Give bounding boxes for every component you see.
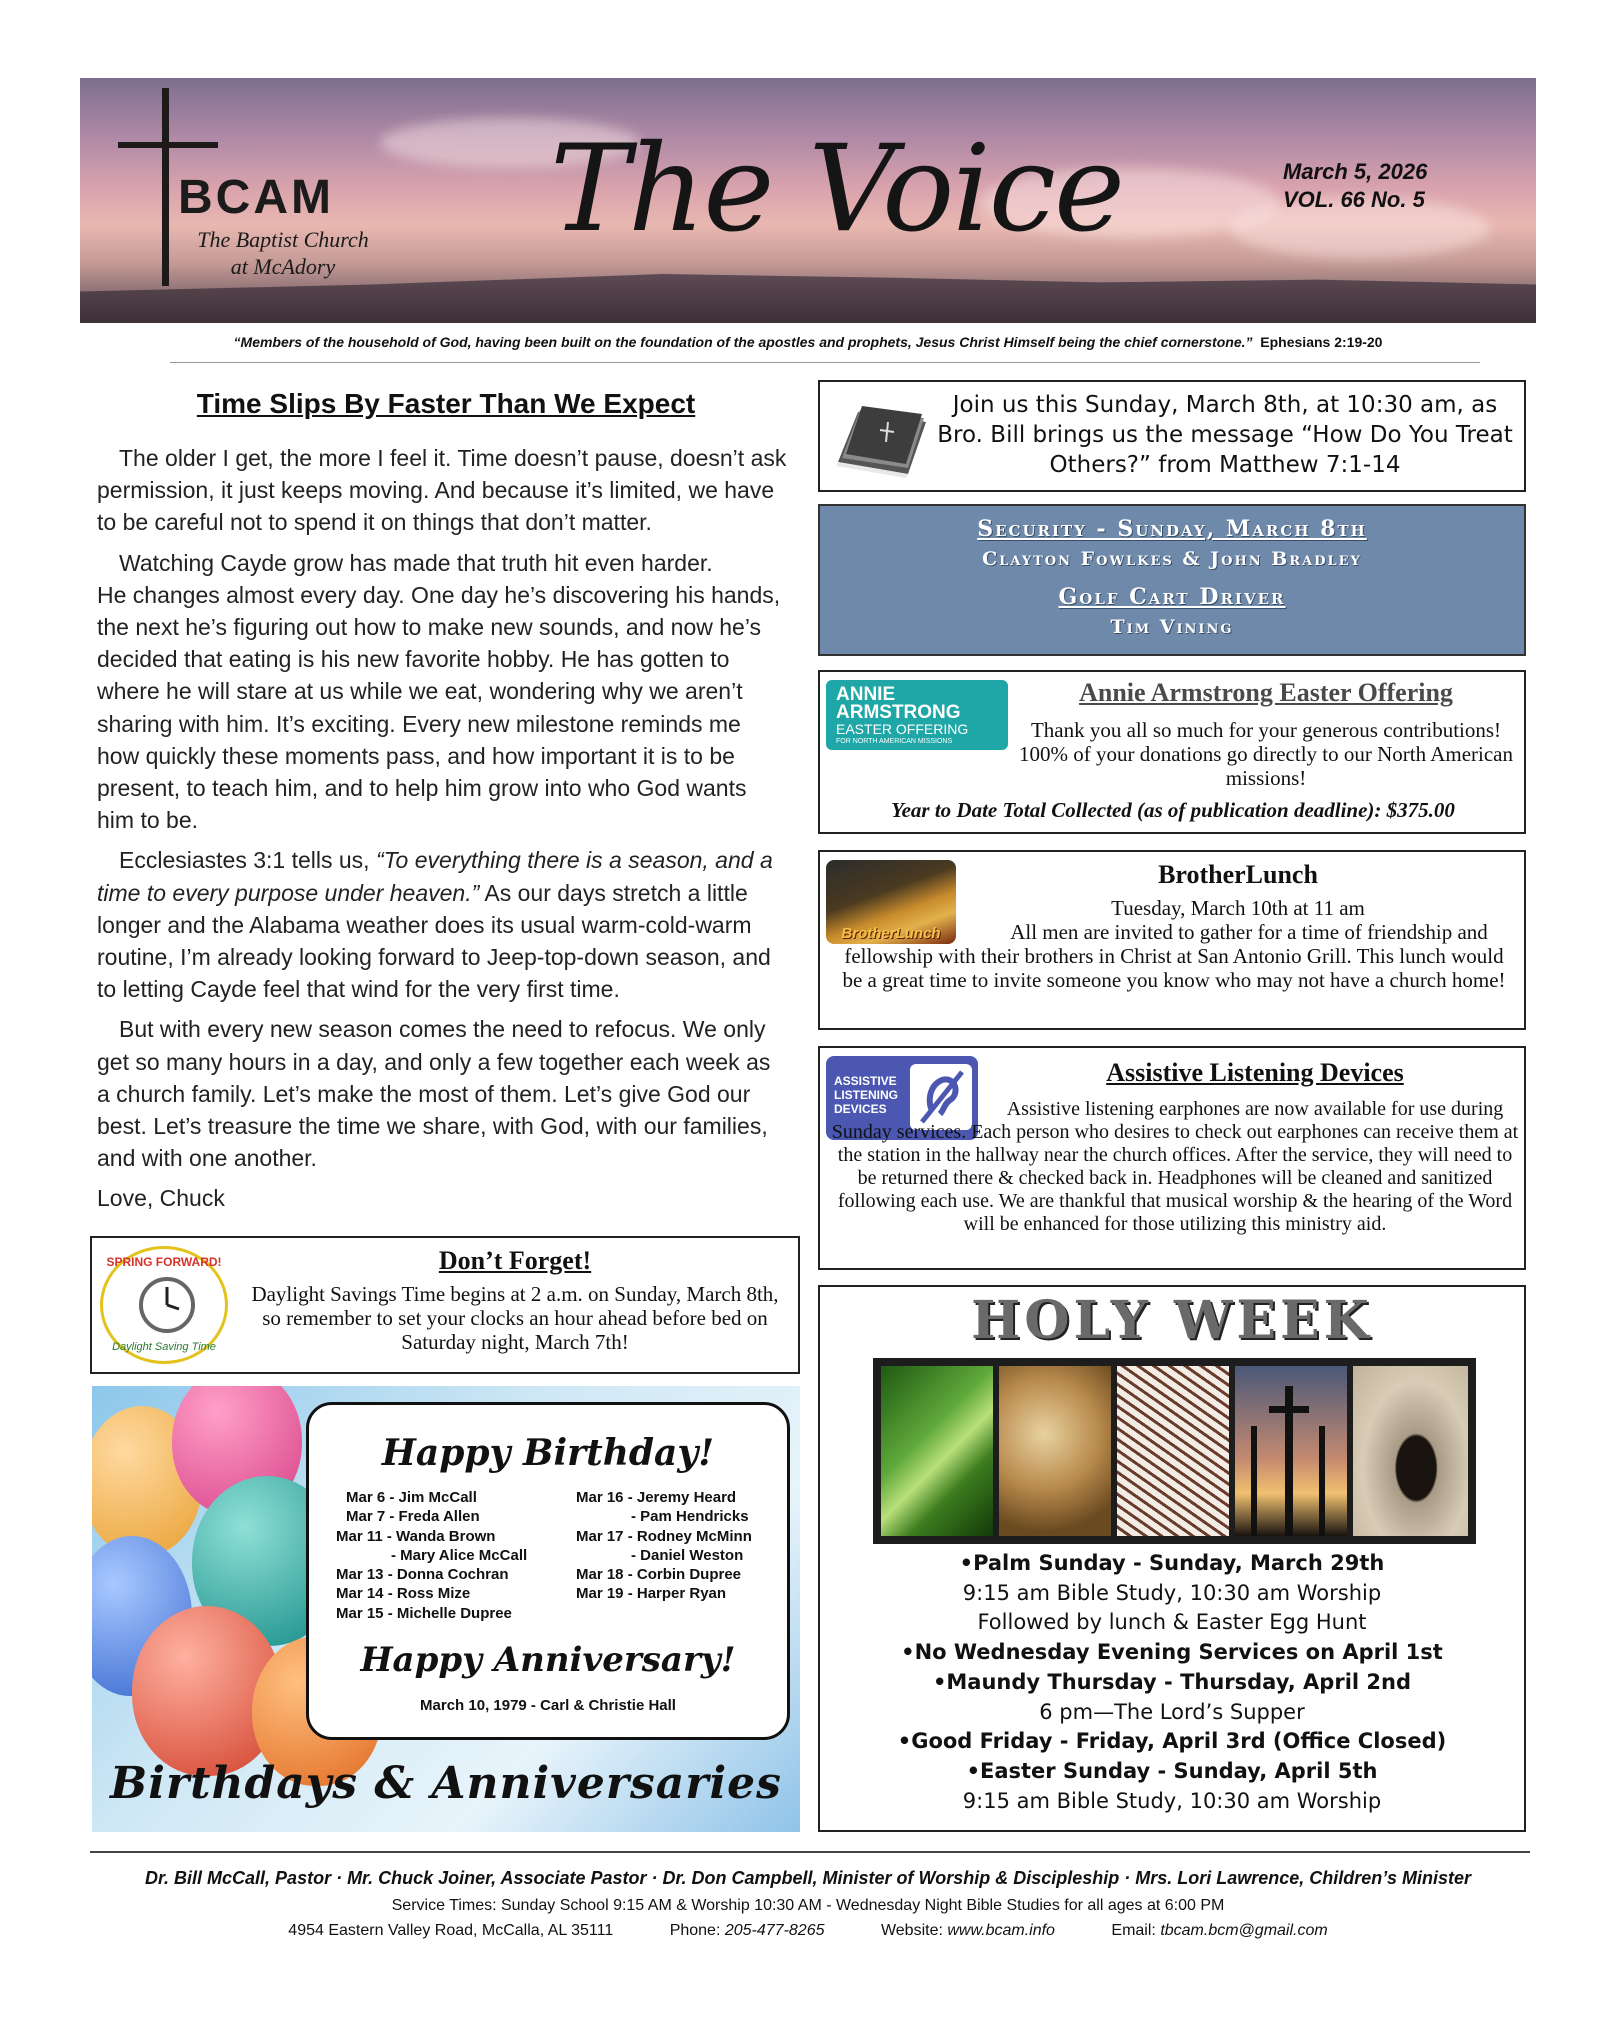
- birthday-entry: Mar 19 - Harper Ryan: [576, 1585, 727, 1603]
- footer-email: [1111, 1922, 1327, 1940]
- article-text: As our days stretch a little longer and the Alabama weather does its usual warm-cold-warm routine, I’m already looking forward to Jeep-top-down season, and to letting Cayde feel that wind for the very first time.: [97, 879, 771, 1003]
- logo-text: EASTER OFFERING: [836, 721, 969, 737]
- crosses-image: [1235, 1366, 1347, 1536]
- issue-info: [1283, 158, 1427, 214]
- birthday-entry: Mar 17 - Rodney McMinn: [576, 1527, 752, 1545]
- article-paragraph: [97, 844, 787, 1005]
- footer-staff: Dr. Bill McCall, Pastor · Mr. Chuck Joiner, Associate Pastor · Dr. Don Campbell, Minister of Worship & Discipleship · Mrs. Lori Lawrence, Children’s Minister: [145, 1868, 1471, 1888]
- birthday-entry: Mar 16 - Jeremy Heard: [576, 1489, 737, 1506]
- birthday-entry: - Pam Hendricks: [631, 1508, 749, 1526]
- birthday-entry: Mar 14 - Ross Mize: [336, 1585, 471, 1603]
- brotherlunch-logo-text: BrotherLunch: [841, 925, 941, 942]
- holy-week-line: •Good Friday - Friday, April 3rd (Office Closed): [897, 1729, 1447, 1754]
- org-name-line2: at McAdory: [230, 254, 336, 279]
- holy-week-line: 9:15 am Bible Study, 10:30 am Worship: [962, 1580, 1382, 1605]
- brotherlunch-title: BrotherLunch: [1158, 860, 1318, 889]
- holy-week-image-strip: [873, 1358, 1476, 1544]
- birthday-entry: Mar 15 - Michelle Dupree: [336, 1604, 512, 1622]
- scripture-quote: “To everything there is a season, and a time to every purpose under heaven.”: [97, 847, 773, 906]
- email-link[interactable]: tbcam.bcm@gmail.com: [1160, 1922, 1328, 1939]
- holy-week-line: Followed by lunch & Easter Egg Hunt: [977, 1610, 1367, 1635]
- article-title: Time Slips By Faster Than We Expect: [196, 388, 696, 419]
- holy-week-line: •Maundy Thursday - Thursday, April 2nd: [932, 1669, 1412, 1694]
- holy-week-line: •Easter Sunday - Sunday, April 5th: [966, 1758, 1378, 1783]
- birthday-entry: Mar 18 - Corbin Dupree: [576, 1566, 742, 1584]
- sermon-text: Join us this Sunday, March 8th, at 10:30 am, as Bro. Bill brings us the message “How Do You Treat Others?” from Matthew 7:1-14: [937, 392, 1513, 478]
- birthday-list-left: [336, 1488, 546, 1623]
- annie-armstrong-logo: [826, 680, 1008, 750]
- org-full-name: [168, 226, 398, 280]
- annie-title: Annie Armstrong Easter Offering: [1079, 678, 1453, 707]
- article-text: Ecclesiastes 3:1 tells us,: [119, 847, 376, 874]
- holy-week-line: •Palm Sunday - Sunday, March 29th: [959, 1551, 1385, 1575]
- footer-address: 4954 Eastern Valley Road, McCalla, AL 35111: [288, 1922, 614, 1939]
- birthday-entry: Mar 7 - Freda Allen: [346, 1508, 480, 1526]
- birthday-entry: - Daniel Weston: [631, 1546, 744, 1564]
- birthday-entry: - Mary Alice McCall: [391, 1546, 528, 1564]
- driver-name: Tim Vining: [1110, 616, 1234, 638]
- assistive-body: Assistive listening earphones are now available for use during Sunday services. Each person who desires to check out earphones can receive them at the station in the hallway near the church offices. After the service, they will need to be returned there & checked back in. Headphones will be cleaned and sanitized following each use. We are thankful that musical worship & the hearing of the Word will be enhanced for those utilizing this ministry aid.: [831, 1098, 1519, 1235]
- security-names: Clayton Fowlkes & John Bradley: [982, 548, 1362, 570]
- header-divider: [170, 362, 1480, 363]
- brotherlunch-body: All men are invited to gather for a time of friendship and fellowship with their brothers in Christ at San Antonio Grill. This lunch would be a great time to invite someone you know who may not have a church home!: [842, 920, 1506, 992]
- anniversary-entry: March 10, 1979 - Carl & Christie Hall: [420, 1697, 676, 1714]
- birthday-list-right: [576, 1488, 786, 1604]
- issue-date: March 5, 2026: [1283, 159, 1428, 184]
- birthday-entry: Mar 13 - Donna Cochran: [336, 1566, 509, 1584]
- cup-image: [999, 1366, 1111, 1536]
- logo-text: FOR NORTH AMERICAN MISSIONS: [836, 738, 953, 745]
- article-paragraph: [97, 547, 787, 837]
- header-verse: [80, 334, 1536, 350]
- cross-bar: [118, 142, 218, 148]
- article-line: He changes almost every day. One day he’s discovering his hands, the next he’s figuring out how to make new sounds, and now he’s decided that eating is his new favorite hobby. He has gotten to where he will stare at us while we eat, wondering why we aren’t sharing with him. It’s exciting. Every new milestone reminds me how quickly these moments pass, and how important it is to be present, to teach him, and to help him grow into who God wants him to be.: [97, 581, 781, 834]
- assistive-title: Assistive Listening Devices: [1106, 1058, 1404, 1087]
- article-signoff: Love, Chuck: [97, 1185, 225, 1212]
- website-label: Website:: [880, 1922, 943, 1939]
- email-label: Email:: [1111, 1922, 1156, 1939]
- logo-text: LISTENING: [834, 1088, 899, 1102]
- security-title: Security - Sunday, March 8th: [977, 516, 1367, 542]
- footer-service-times: Service Times: Sunday School 9:15 AM & Worship 10:30 AM - Wednesday Night Bible Studies for all ages at 6:00 PM: [391, 1897, 1225, 1914]
- holy-week-line: 9:15 am Bible Study, 10:30 am Worship: [962, 1788, 1382, 1813]
- birthdays-footer-title: Birthdays & Anniversaries: [110, 1758, 782, 1809]
- birthday-entry: Mar 11 - Wanda Brown: [336, 1527, 496, 1545]
- palm-leaf-image: [881, 1366, 993, 1536]
- brotherlunch-when: Tuesday, March 10th at 11 am: [1111, 896, 1365, 920]
- article-paragraph: The older I get, the more I feel it. Time doesn’t pause, doesn’t ask permission, it just keeps moving. And because it’s limited, we have to be careful not to spend it on things that don’t matter.: [97, 445, 787, 536]
- logo-text: ASSISTIVE: [834, 1074, 897, 1088]
- spring-forward-logo: [100, 1246, 228, 1364]
- article-body: [97, 442, 787, 1223]
- birthday-heading: Happy Birthday!: [381, 1432, 715, 1474]
- dont-forget-title: Don’t Forget!: [438, 1246, 592, 1275]
- website-link[interactable]: www.bcam.info: [947, 1922, 1055, 1939]
- org-short-name: BCAM: [178, 171, 334, 224]
- anniversary-heading: Happy Anniversary!: [360, 1640, 736, 1680]
- crown-of-thorns-image: [1117, 1366, 1229, 1536]
- bible-icon: [828, 392, 932, 484]
- logo-text: SPRING FORWARD!: [106, 1255, 222, 1269]
- logo-text: ANNIE: [836, 684, 896, 705]
- holy-week-line: •No Wednesday Evening Services on April 1st: [901, 1640, 1443, 1665]
- verse-text: “Members of the household of God, having been built on the foundation of the apostles and prophets, Jesus Christ Himself being the chief cornerstone.”: [233, 334, 1253, 350]
- logo-text: Daylight Saving Time: [112, 1341, 216, 1353]
- footer-divider: [90, 1851, 1530, 1853]
- dont-forget-body: Daylight Savings Time begins at 2 a.m. on Sunday, March 8th, so remember to set your clocks an hour ahead before bed on Saturday night, March 7th!: [251, 1282, 779, 1354]
- phone-label: Phone:: [669, 1922, 721, 1939]
- verse-ref: Ephesians 2:19-20: [1260, 334, 1383, 350]
- logo-text: DEVICES: [834, 1102, 887, 1116]
- article-paragraph: But with every new season comes the need to refocus. We only get so many hours in a day, and only a few together each week as a church family. Let’s make the most of them. Let’s give God our best. Let’s treasure the time we share, with God, with our families, and with one another.: [97, 1016, 771, 1172]
- footer-website: [881, 1922, 1055, 1940]
- holy-week-line: 6 pm—The Lord’s Supper: [1039, 1699, 1305, 1724]
- annie-total: Year to Date Total Collected (as of publication deadline): $375.00: [891, 798, 1455, 822]
- holy-week-title: HOLY WEEK: [971, 1290, 1373, 1351]
- phone-value: 205-477-8265: [724, 1922, 825, 1939]
- issue-volume: VOL. 66 No. 5: [1283, 187, 1425, 212]
- org-name-line1: The Baptist Church: [197, 227, 369, 252]
- empty-tomb-image: [1353, 1366, 1468, 1536]
- annie-body: Thank you all so much for your generous contributions! 100% of your donations go directly to our North American missions!: [1019, 718, 1513, 790]
- footer-contact: [80, 1922, 1536, 1940]
- newsletter-title: The Voice: [550, 120, 1123, 259]
- footer-phone: [670, 1922, 825, 1940]
- article-line: Watching Cayde grow has made that truth hit even harder.: [119, 549, 713, 576]
- clock-icon: [137, 1275, 197, 1335]
- driver-title: Golf Cart Driver: [1058, 584, 1286, 610]
- logo-text: ARMSTRONG: [836, 702, 961, 723]
- birthday-entry: Mar 6 - Jim McCall: [346, 1489, 477, 1506]
